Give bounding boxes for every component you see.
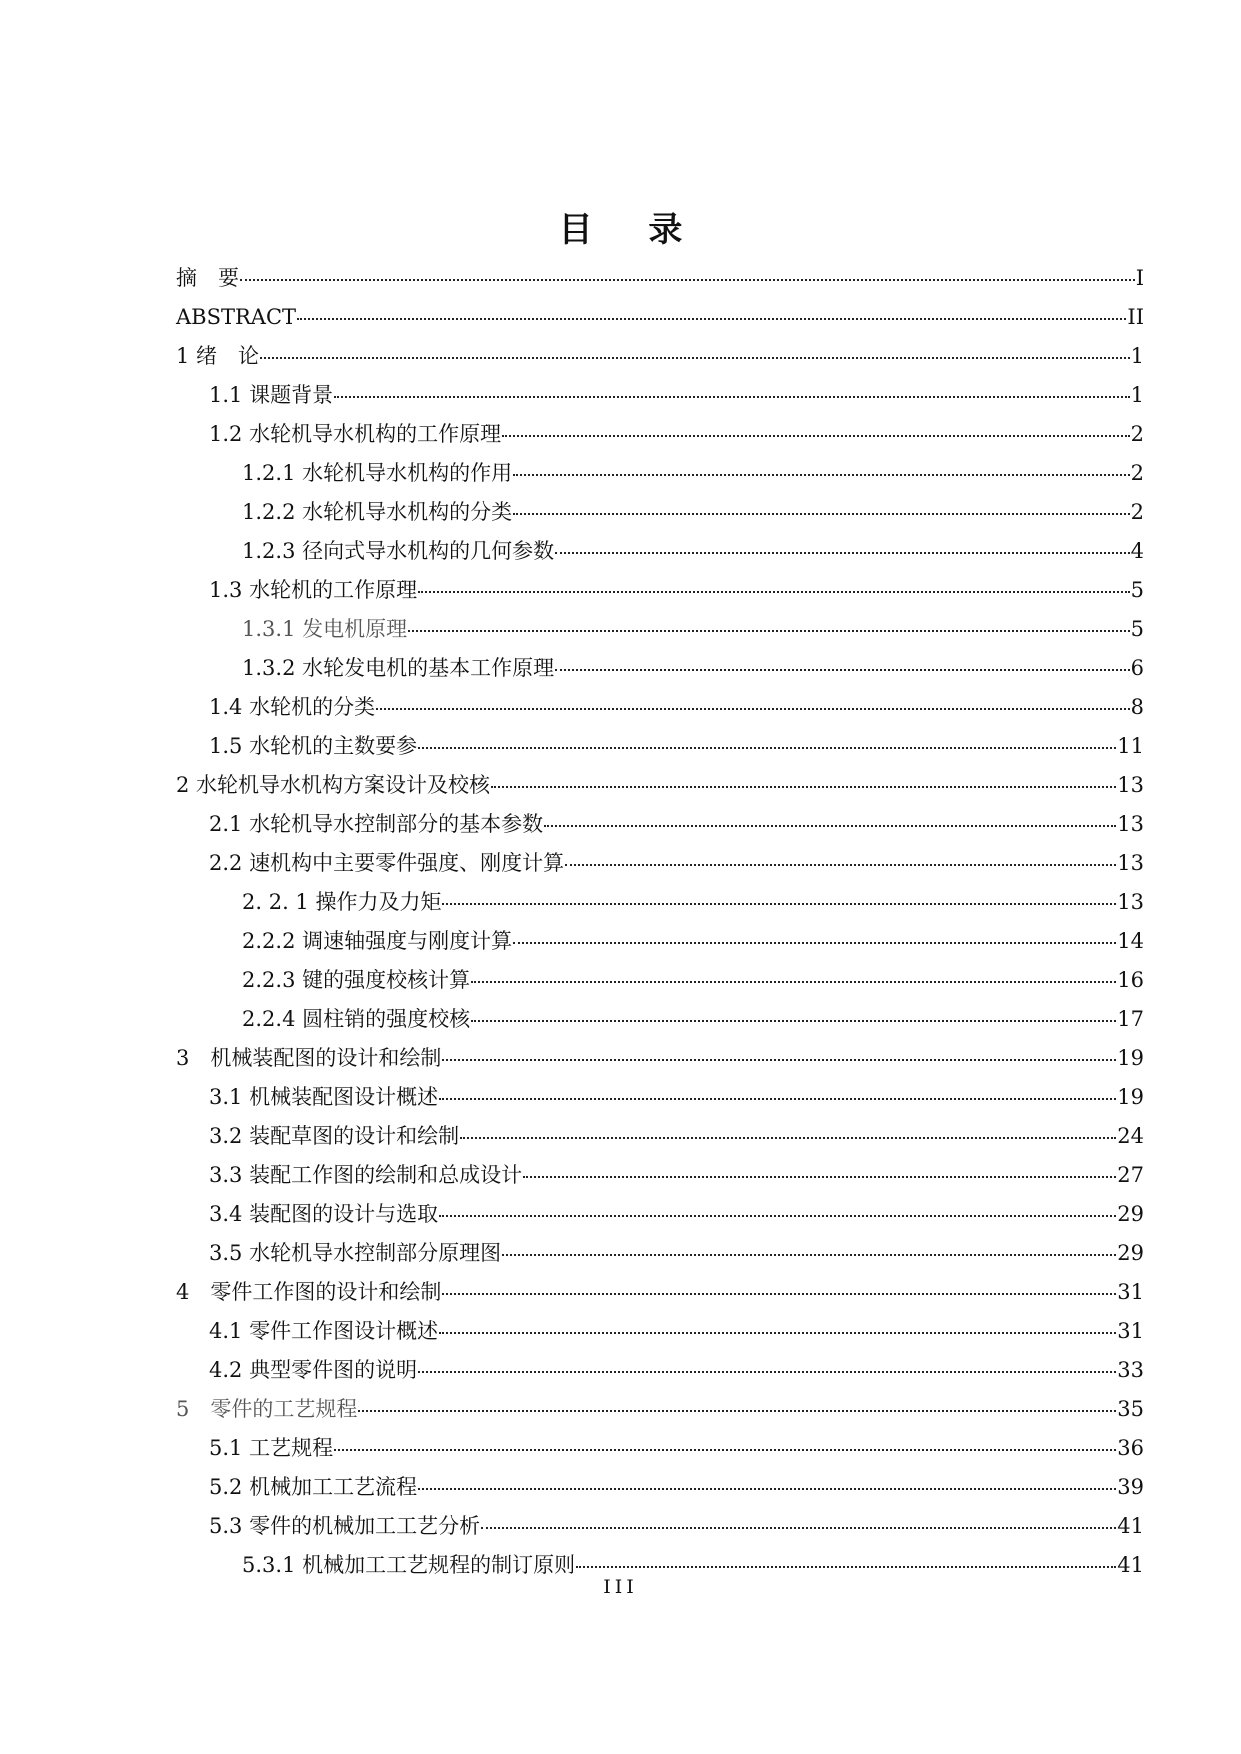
dot-leader: [442, 1292, 1116, 1295]
dot-leader: [297, 317, 1126, 320]
toc-entry[interactable]: [176, 926, 1144, 965]
toc-entry-page: 41: [1117, 1553, 1144, 1577]
dot-leader: [513, 512, 1130, 515]
toc-entry[interactable]: [176, 419, 1144, 458]
toc-entry-title: 5 零件的工艺规程: [176, 1397, 358, 1421]
toc-entry-title: 5.2 机械加工工艺流程: [209, 1475, 418, 1499]
toc-entry-page: 11: [1117, 734, 1144, 758]
dot-leader: [376, 707, 1130, 710]
toc-entry[interactable]: [176, 1316, 1144, 1355]
toc-entry-title: 1.2 水轮机导水机构的工作原理: [209, 422, 502, 446]
dot-leader: [418, 1370, 1116, 1373]
toc-entry-title: 1.2.1 水轮机导水机构的作用: [242, 461, 513, 485]
toc-entry[interactable]: [176, 1355, 1144, 1394]
toc-entry[interactable]: [176, 380, 1144, 419]
toc-entry-page: 5: [1130, 617, 1144, 641]
page-title: 目 录: [558, 210, 705, 250]
dot-leader: [502, 434, 1130, 437]
toc-entry-title: 4.1 零件工作图设计概述: [209, 1319, 439, 1343]
toc-entry-page: II: [1127, 305, 1144, 329]
toc-entry-title: 4.2 典型零件图的说明: [209, 1358, 418, 1382]
toc-entry[interactable]: [176, 1511, 1144, 1550]
toc-entry[interactable]: [176, 770, 1144, 809]
toc-entry[interactable]: [176, 653, 1144, 692]
dot-leader: [565, 863, 1116, 866]
toc-entry[interactable]: [176, 614, 1144, 653]
toc-entry-page: 1: [1130, 383, 1144, 407]
toc-entry-title: 3.2 装配草图的设计和绘制: [209, 1124, 460, 1148]
toc-entry-title: 3.1 机械装配图设计概述: [209, 1085, 439, 1109]
dot-leader: [418, 746, 1116, 749]
toc-entry-title: 1.5 水轮机的主数要参: [209, 734, 418, 758]
toc-entry-title: 3.4 装配图的设计与选取: [209, 1202, 439, 1226]
toc-entry[interactable]: [176, 458, 1144, 497]
dot-leader: [502, 1253, 1116, 1256]
toc-entry-title: 1.2.3 径向式导水机构的几何参数: [242, 539, 555, 563]
toc-entry-title: 1.3 水轮机的工作原理: [209, 578, 418, 602]
toc-entry[interactable]: [176, 731, 1144, 770]
toc-entry[interactable]: [176, 497, 1144, 536]
table-of-contents: [176, 263, 1144, 1589]
toc-entry[interactable]: [176, 1004, 1144, 1043]
toc-entry[interactable]: [176, 965, 1144, 1004]
dot-leader: [408, 629, 1130, 632]
dot-leader: [442, 902, 1116, 905]
toc-entry-title: 1.1 课题背景: [209, 383, 334, 407]
toc-entry[interactable]: [176, 341, 1144, 380]
toc-entry[interactable]: [176, 692, 1144, 731]
toc-entry-title: 5.3.1 机械加工工艺规程的制订原则: [242, 1553, 576, 1577]
toc-entry-title: 1.3.2 水轮发电机的基本工作原理: [242, 656, 555, 680]
toc-entry-title: 1 绪 论: [176, 344, 260, 368]
toc-entry[interactable]: [176, 1238, 1144, 1277]
toc-entry-title: 5.3 零件的机械加工工艺分析: [209, 1514, 481, 1538]
toc-entry-page: 14: [1117, 929, 1144, 953]
dot-leader: [439, 1097, 1116, 1100]
dot-leader: [481, 1526, 1116, 1529]
dot-leader: [439, 1331, 1116, 1334]
toc-entry-page: 4: [1130, 539, 1144, 563]
toc-entry-title: 1.4 水轮机的分类: [209, 695, 376, 719]
dot-leader: [418, 1487, 1116, 1490]
toc-entry-page: 16: [1117, 968, 1144, 992]
toc-entry-page: I: [1135, 266, 1144, 290]
dot-leader: [523, 1175, 1116, 1178]
toc-entry[interactable]: [176, 1472, 1144, 1511]
toc-entry-page: 13: [1117, 773, 1144, 797]
toc-entry[interactable]: [176, 1277, 1144, 1316]
toc-entry-page: 17: [1117, 1007, 1144, 1031]
toc-entry-title: 5.1 工艺规程: [209, 1436, 334, 1460]
dot-leader: [358, 1409, 1116, 1412]
toc-entry-title: 2. 2. 1 操作力及力矩: [242, 890, 442, 914]
toc-entry-page: 29: [1117, 1241, 1144, 1265]
toc-entry[interactable]: [176, 1043, 1144, 1082]
dot-leader: [471, 1019, 1116, 1022]
page-number: III: [603, 1576, 638, 1598]
toc-entry-title: 4 零件工作图的设计和绘制: [176, 1280, 442, 1304]
toc-entry-page: 27: [1117, 1163, 1144, 1187]
toc-entry-page: 39: [1117, 1475, 1144, 1499]
dot-leader: [576, 1565, 1116, 1568]
toc-entry[interactable]: [176, 809, 1144, 848]
toc-entry[interactable]: [176, 1121, 1144, 1160]
toc-entry[interactable]: [176, 1433, 1144, 1472]
toc-entry-title: 1.3.1 发电机原理: [242, 617, 408, 641]
toc-entry-page: 19: [1117, 1046, 1144, 1070]
toc-entry-page: 2: [1130, 461, 1144, 485]
toc-entry-page: 29: [1117, 1202, 1144, 1226]
dot-leader: [334, 395, 1130, 398]
toc-entry-page: 41: [1117, 1514, 1144, 1538]
toc-entry-title: 2.1 水轮机导水控制部分的基本参数: [209, 812, 544, 836]
dot-leader: [334, 1448, 1116, 1451]
toc-entry-title: 2.2.2 调速轴强度与刚度计算: [242, 929, 513, 953]
toc-entry-page: 1: [1130, 344, 1144, 368]
toc-entry-page: 13: [1117, 890, 1144, 914]
toc-entry[interactable]: [176, 1160, 1144, 1199]
toc-entry[interactable]: [176, 848, 1144, 887]
toc-entry-title: 3 机械装配图的设计和绘制: [176, 1046, 442, 1070]
toc-entry-page: 2: [1130, 422, 1144, 446]
toc-entry-page: 31: [1117, 1280, 1144, 1304]
toc-entry[interactable]: [176, 536, 1144, 575]
toc-entry-page: 8: [1130, 695, 1144, 719]
toc-entry-page: 24: [1117, 1124, 1144, 1148]
toc-entry-title: 2 水轮机导水机构方案设计及校核: [176, 773, 491, 797]
toc-entry-page: 36: [1117, 1436, 1144, 1460]
toc-entry-title: 1.2.2 水轮机导水机构的分类: [242, 500, 513, 524]
toc-entry-title: 摘 要: [176, 266, 239, 290]
toc-entry-title: 3.5 水轮机导水控制部分原理图: [209, 1241, 502, 1265]
dot-leader: [439, 1214, 1116, 1217]
dot-leader: [260, 356, 1130, 359]
toc-entry-title: 2.2.4 圆柱销的强度校核: [242, 1007, 471, 1031]
toc-entry-title: ABSTRACT: [176, 305, 297, 329]
toc-entry-page: 13: [1117, 851, 1144, 875]
toc-entry-title: 3.3 装配工作图的绘制和总成设计: [209, 1163, 523, 1187]
dot-leader: [418, 590, 1130, 593]
toc-entry-page: 2: [1130, 500, 1144, 524]
toc-entry[interactable]: [176, 1082, 1144, 1121]
dot-leader: [544, 824, 1116, 827]
toc-entry-page: 13: [1117, 812, 1144, 836]
toc-entry-title: 2.2.3 键的强度校核计算: [242, 968, 471, 992]
toc-entry-page: 6: [1130, 656, 1144, 680]
toc-entry[interactable]: [176, 263, 1144, 302]
dot-leader: [442, 1058, 1116, 1061]
dot-leader: [555, 668, 1130, 671]
dot-leader: [555, 551, 1130, 554]
dot-leader: [471, 980, 1116, 983]
dot-leader: [513, 473, 1130, 476]
dot-leader: [513, 941, 1116, 944]
toc-entry-page: 19: [1117, 1085, 1144, 1109]
toc-entry[interactable]: [176, 575, 1144, 614]
toc-entry-page: 5: [1130, 578, 1144, 602]
dot-leader: [491, 785, 1116, 788]
toc-entry[interactable]: [176, 1394, 1144, 1433]
toc-entry[interactable]: [176, 1199, 1144, 1238]
toc-entry-page: 35: [1117, 1397, 1144, 1421]
toc-entry[interactable]: [176, 302, 1144, 341]
toc-entry-page: 33: [1117, 1358, 1144, 1382]
toc-entry[interactable]: [176, 887, 1144, 926]
toc-entry-title: 2.2 速机构中主要零件强度、刚度计算: [209, 851, 565, 875]
dot-leader: [240, 278, 1135, 281]
toc-entry-page: 31: [1117, 1319, 1144, 1343]
dot-leader: [460, 1136, 1116, 1139]
